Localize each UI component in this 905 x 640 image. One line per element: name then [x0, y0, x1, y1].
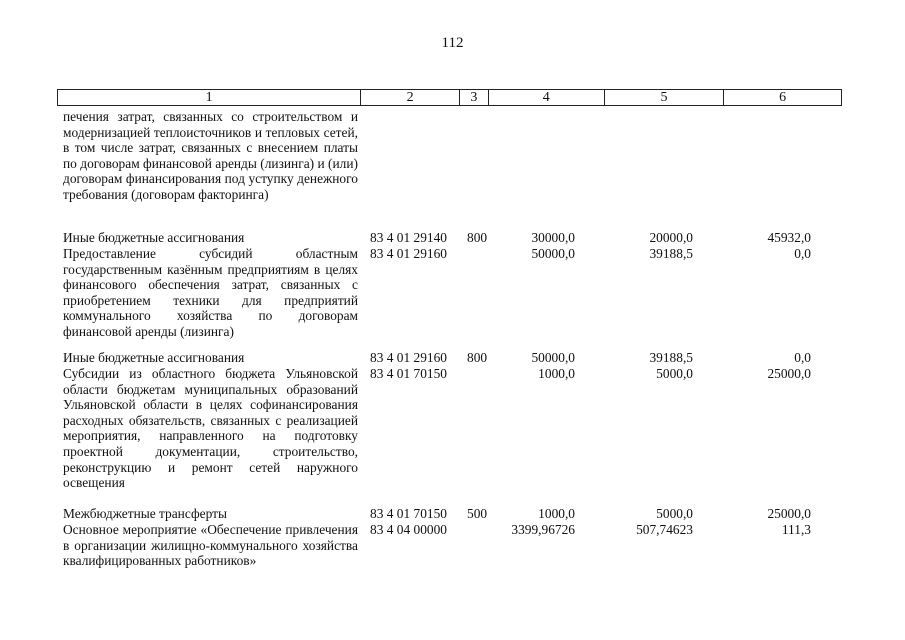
header-col-3: 3: [460, 90, 489, 105]
row-value-col5: 5000,0: [656, 366, 693, 381]
header-col-5: 5: [605, 90, 725, 105]
row-value-col4: 1000,0: [538, 366, 575, 381]
row-description: Иные бюджетные ассигнования: [63, 230, 245, 245]
row-expense-type: 800: [467, 350, 488, 365]
row-value-col5: 507,74623: [636, 522, 693, 537]
row-value-col5: 39188,5: [649, 350, 693, 365]
row-value-col5: 39188,5: [649, 246, 693, 261]
row-description: печения затрат, связанных со строительством и модернизацией теплоисточников и тепловых сетей, в том числе затрат, связанных с внесением платы по договорам финансовой аренды (лизинга) и (или) договорам финансирования под уступку денежного требования (договорам факторинга): [63, 109, 358, 202]
header-col-1: 1: [58, 90, 361, 105]
row-description: Иные бюджетные ассигнования: [63, 350, 245, 365]
row-value-col5: 5000,0: [656, 506, 693, 521]
row-code: 83 4 01 70150: [370, 366, 447, 381]
header-col-4: 4: [489, 90, 605, 105]
row-value-col6: 45932,0: [767, 230, 811, 245]
row-value-col4: 30000,0: [531, 230, 575, 245]
row-code: 83 4 01 29160: [370, 350, 447, 365]
row-expense-type: 500: [467, 506, 488, 521]
row-expense-type: 800: [467, 230, 488, 245]
row-value-col6: 111,3: [781, 522, 811, 537]
row-value-col6: 25000,0: [767, 506, 811, 521]
page-number: 112: [441, 35, 464, 51]
header-col-6: 6: [779, 90, 787, 105]
row-value-col5: 20000,0: [649, 230, 693, 245]
row-value-col6: 25000,0: [767, 366, 811, 381]
row-value-col4: 3399,96726: [511, 522, 575, 537]
row-value-col4: 50000,0: [531, 246, 575, 261]
row-description: Межбюджетные трансферты: [63, 506, 227, 521]
header-col-2: 2: [361, 90, 460, 105]
row-value-col6: 0,0: [794, 246, 811, 261]
row-value-col4: 1000,0: [538, 506, 575, 521]
table-header-row: [57, 89, 842, 106]
row-description: Предоставление субсидий областным государственным казённым предприятиям в целях финансового обеспечения затрат, связанных с приобретением техники для предприятий коммунального хозяйства по договорам финансовой аренды (лизинга): [63, 246, 358, 339]
row-code: 83 4 01 70150: [370, 506, 447, 521]
row-code: 83 4 01 29160: [370, 246, 447, 261]
row-code: 83 4 04 00000: [370, 522, 447, 537]
row-value-col4: 50000,0: [531, 350, 575, 365]
row-description: Субсидии из областного бюджета Ульяновской области бюджетам муниципальных образований Ульяновской области в целях софинансирования расходных обязательств, связанных с реализацией мероприятия, направленного на подготовку проектной документации, строительство, реконструкцию и ремонт сетей наружного освещения: [63, 366, 358, 491]
row-value-col6: 0,0: [794, 350, 811, 365]
row-code: 83 4 01 29140: [370, 230, 447, 245]
row-description: Основное мероприятие «Обеспечение привлечения в организации жилищно-коммунального хозяйства квалифицированных работников»: [63, 522, 358, 569]
